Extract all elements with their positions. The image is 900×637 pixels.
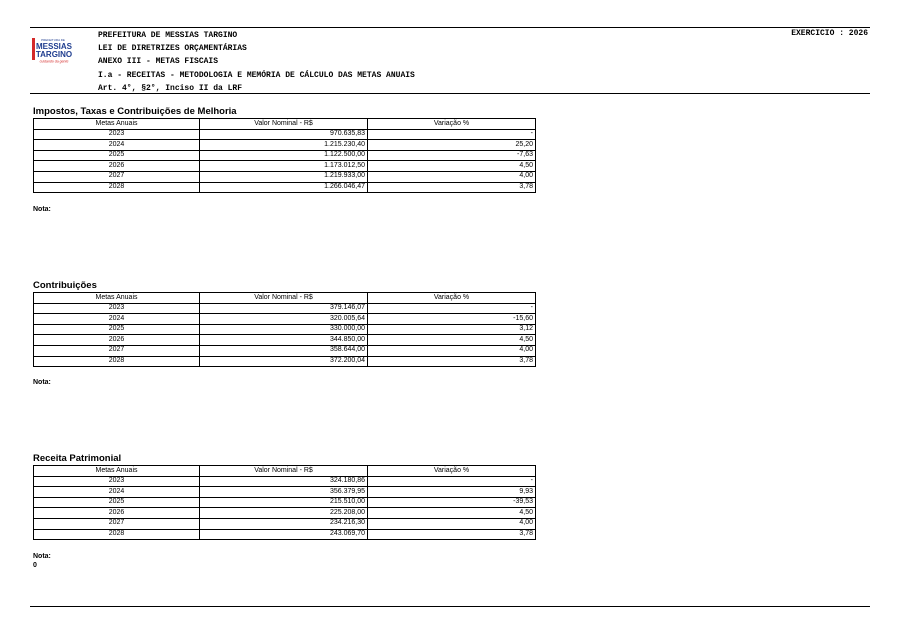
top-rule	[30, 27, 870, 28]
logo-red-bar	[32, 38, 35, 60]
nota-label: Nota:	[33, 379, 51, 386]
value-cell: 324.180,86	[200, 476, 368, 487]
logo-top-text: PREFEITURA DE	[41, 38, 65, 42]
year-cell: 2027	[34, 345, 200, 356]
value-cell: 330.000,00	[200, 324, 368, 335]
table-row	[34, 140, 536, 151]
table-row	[34, 476, 536, 487]
table-row	[34, 356, 536, 367]
header-line-annex: ANEXO III - METAS FISCAIS	[98, 57, 219, 67]
section-impostos	[33, 106, 535, 193]
year-cell: 2027	[34, 171, 200, 182]
table-row	[34, 335, 536, 346]
column-header-variacao: Variação %	[368, 293, 536, 304]
column-header-valor: Valor Nominal - R$	[200, 293, 368, 304]
value-cell: 215.510,00	[200, 497, 368, 508]
table-row	[34, 182, 536, 193]
header-line-report: I.a - RECEITAS - METODOLOGIA E MEMÓRIA DE CÁLCULO DAS METAS ANUAIS	[98, 70, 415, 80]
table-row	[34, 303, 536, 314]
logo-tagline: cuidando da gente	[39, 59, 69, 64]
variation-cell: -	[368, 476, 536, 487]
value-cell: 1.266.046,47	[200, 182, 368, 193]
metas-table	[33, 118, 536, 193]
variation-cell: 3,78	[368, 356, 536, 367]
exercicio-label: EXERCICIO : 2026	[791, 29, 868, 38]
prefeitura-logo	[32, 36, 74, 64]
table-row	[34, 518, 536, 529]
metas-table	[33, 292, 536, 367]
variation-cell: 3,78	[368, 182, 536, 193]
variation-cell: 3,12	[368, 324, 536, 335]
value-cell: 372.200,04	[200, 356, 368, 367]
variation-cell: 9,93	[368, 487, 536, 498]
metas-table	[33, 465, 536, 540]
variation-cell: -	[368, 129, 536, 140]
year-cell: 2025	[34, 150, 200, 161]
variation-cell: -15,60	[368, 314, 536, 325]
value-cell: 344.850,00	[200, 335, 368, 346]
table-row	[34, 161, 536, 172]
variation-cell: 4,50	[368, 161, 536, 172]
year-cell: 2024	[34, 314, 200, 325]
header-bottom-rule	[30, 93, 870, 94]
header-line-law: LEI DE DIRETRIZES ORÇAMENTÁRIAS	[98, 44, 247, 54]
column-header-metas: Metas Anuais	[34, 466, 200, 477]
year-cell: 2026	[34, 335, 200, 346]
document-header	[98, 29, 415, 95]
variation-cell: 4,50	[368, 335, 536, 346]
nota-label: Nota:	[33, 206, 51, 213]
value-cell: 970.635,83	[200, 129, 368, 140]
column-header-variacao: Variação %	[368, 466, 536, 477]
section-title: Contribuições	[33, 280, 97, 291]
year-cell: 2024	[34, 140, 200, 151]
value-cell: 320.005,64	[200, 314, 368, 325]
value-cell: 358.644,00	[200, 345, 368, 356]
table-row	[34, 171, 536, 182]
table-row	[34, 497, 536, 508]
variation-cell: -39,53	[368, 497, 536, 508]
nota-impostos	[33, 205, 51, 214]
column-header-variacao: Variação %	[368, 119, 536, 130]
table-row	[34, 324, 536, 335]
year-cell: 2028	[34, 182, 200, 193]
variation-cell: 4,50	[368, 508, 536, 519]
value-cell: 1.219.933,00	[200, 171, 368, 182]
table-row	[34, 314, 536, 325]
header-line-municipality: PREFEITURA DE MESSIAS TARGINO	[98, 31, 238, 40]
value-cell: 1.173.012,50	[200, 161, 368, 172]
variation-cell: 4,00	[368, 171, 536, 182]
year-cell: 2026	[34, 161, 200, 172]
year-cell: 2023	[34, 476, 200, 487]
table-header-row	[34, 466, 536, 477]
year-cell: 2028	[34, 529, 200, 540]
year-cell: 2025	[34, 497, 200, 508]
value-cell: 1.122.500,00	[200, 150, 368, 161]
table-row	[34, 129, 536, 140]
table-row	[34, 487, 536, 498]
logo-line2: TARGINO	[35, 50, 73, 59]
year-cell: 2026	[34, 508, 200, 519]
year-cell: 2027	[34, 518, 200, 529]
table-row	[34, 345, 536, 356]
variation-cell: 4,00	[368, 518, 536, 529]
value-cell: 1.215.230,40	[200, 140, 368, 151]
table-row	[34, 529, 536, 540]
year-cell: 2028	[34, 356, 200, 367]
value-cell: 234.216,30	[200, 518, 368, 529]
year-cell: 2025	[34, 324, 200, 335]
year-cell: 2023	[34, 303, 200, 314]
column-header-valor: Valor Nominal - R$	[200, 119, 368, 130]
table-header-row	[34, 119, 536, 130]
variation-cell: 25,20	[368, 140, 536, 151]
logo-line1: MESSIAS	[35, 42, 73, 51]
footer-rule	[30, 606, 870, 607]
section-title: Receita Patrimonial	[33, 453, 122, 464]
section-contribuicoes	[33, 280, 535, 367]
variation-cell: -	[368, 303, 536, 314]
nota-contribuicoes	[33, 378, 51, 387]
nota-receita-patrimonial	[33, 552, 51, 570]
nota-text: 0	[33, 562, 37, 569]
value-cell: 379.146,07	[200, 303, 368, 314]
nota-label: Nota:	[33, 553, 51, 560]
table-row	[34, 150, 536, 161]
section-receita-patrimonial	[33, 453, 535, 540]
column-header-metas: Metas Anuais	[34, 293, 200, 304]
value-cell: 225.208,00	[200, 508, 368, 519]
variation-cell: -7,63	[368, 150, 536, 161]
table-row	[34, 508, 536, 519]
value-cell: 356.379,95	[200, 487, 368, 498]
column-header-valor: Valor Nominal - R$	[200, 466, 368, 477]
year-cell: 2023	[34, 129, 200, 140]
value-cell: 243.069,70	[200, 529, 368, 540]
section-title: Impostos, Taxas e Contribuições de Melhoria	[33, 106, 237, 117]
column-header-metas: Metas Anuais	[34, 119, 200, 130]
header-line-article: Art. 4°, §2°, Inciso II da LRF	[98, 83, 243, 93]
year-cell: 2024	[34, 487, 200, 498]
variation-cell: 4,00	[368, 345, 536, 356]
table-header-row	[34, 293, 536, 304]
variation-cell: 3,78	[368, 529, 536, 540]
